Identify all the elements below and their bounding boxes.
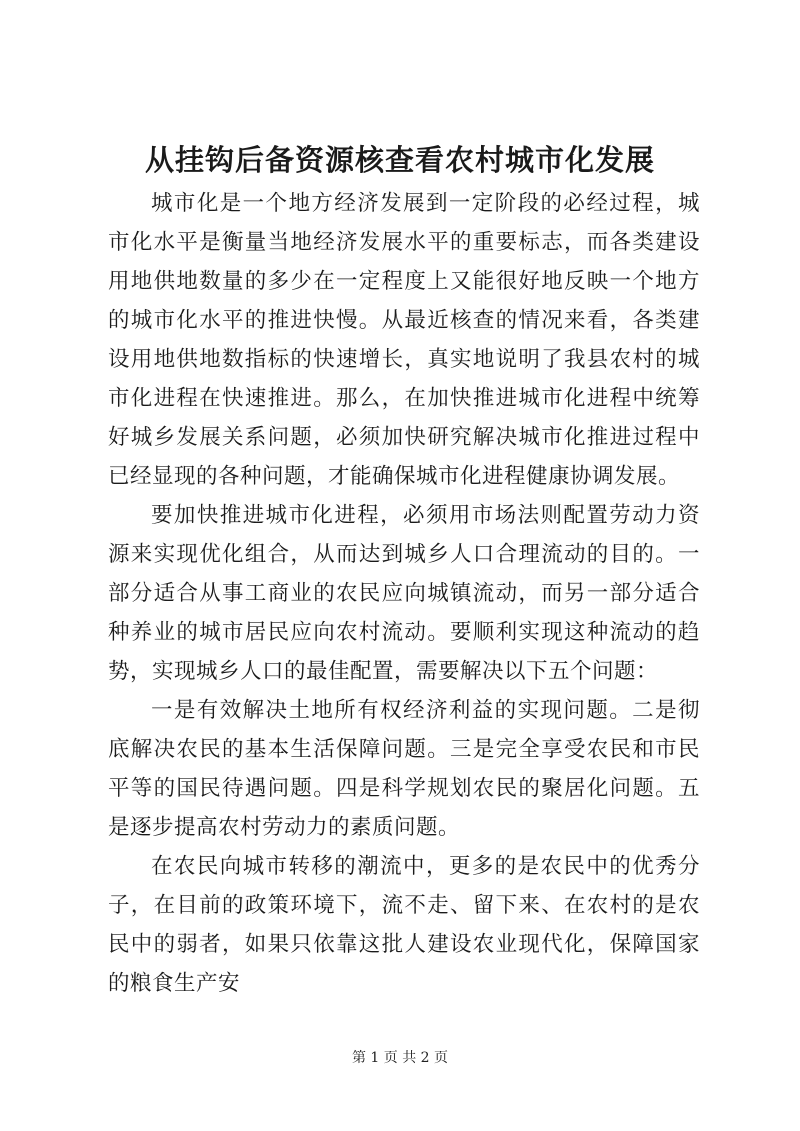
paragraph-2: 要加快推进城市化进程，必须用市场法则配置劳动力资源来实现优化组合，从而达到城乡人口合理流动的目的。一部分适合从事工商业的农民应向城镇流动，而另一部分适合种养业的城市居民应向农村流动。要顺利实现这种流动的趋势，实现城乡人口的最佳配置，需要解决以下五个问题：	[108, 503, 700, 684]
page-number-footer: 第 1 页 共 2 页	[351, 1050, 449, 1066]
document-title: 从挂钩后备资源核查看农村城市化发展	[144, 143, 655, 177]
paragraph-3: 一是有效解决土地所有权经济利益的实现问题。二是彻底解决农民的基本生活保障问题。三是完全享受农民和市民平等的国民待遇问题。四是科学规划农民的聚居化问题。五是逐步提高农村劳动力的素质问题。	[108, 698, 700, 840]
paragraph-1: 城市化是一个地方经济发展到一定阶段的必经过程，城市化水平是衡量当地经济发展水平的重要标志，而各类建设用地供地数量的多少在一定程度上又能很好地反映一个地方的城市化水平的推进快慢。从最近核查的情况来看，各类建设用地供地数指标的快速增长，真实地说明了我县农村的城市化进程在快速推进。那么，在加快推进城市化进程中统筹好城乡发展关系问题，必须加快研究解决城市化推进过程中已经显现的各种问题，才能确保城市化进程健康协调发展。	[108, 191, 700, 489]
paragraph-4: 在农民向城市转移的潮流中，更多的是农民中的优秀分子，在目前的政策环境下，流不走、留下来、在农村的是农民中的弱者，如果只依靠这批人建设农业现代化，保障国家的粮食生产安	[108, 854, 700, 996]
document-body	[108, 184, 700, 1003]
